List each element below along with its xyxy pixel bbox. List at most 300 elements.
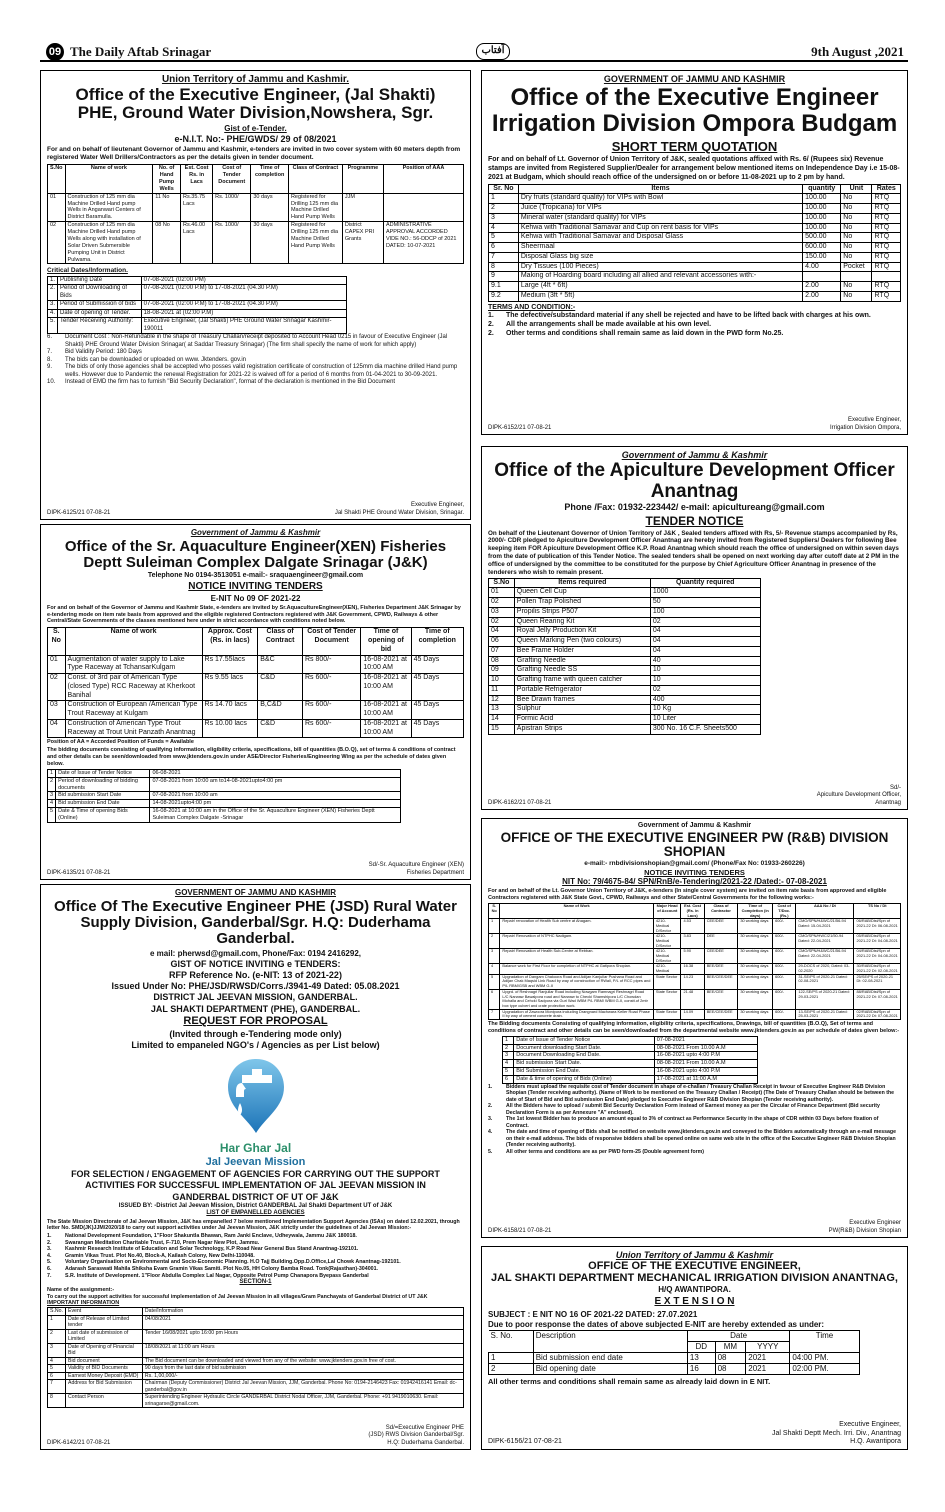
ad1-header-cell: Class of Contract [288,165,342,194]
ad5-row [489,588,761,598]
ad5-header-cell: S.No [489,578,515,588]
ad5-gov: Government of Jammu & Kashmir [621,450,768,460]
ad4-cell: 100.00 [803,194,841,204]
ad1-crit-cell: 07-08-2021 (02:00 PM) [141,276,347,285]
ad6-cell: 4210-Medical D/Sector [653,919,681,934]
ad5-cell: Pollen Trap Polished [514,598,650,608]
ad6-date-cell: 4 [503,1060,514,1068]
ad3-info-row [48,1394,464,1408]
ad1-cell: 01 [48,193,66,222]
ad2-sign [369,862,464,877]
ad6-cell: 21.48 [681,989,704,1009]
ad1-crit-cell: Tender Receiving Authority: [58,318,142,334]
ad4-cond-item [488,312,901,321]
ad2-cell: 45 Days [411,701,463,720]
ad2-cell: 45 Days [411,719,463,738]
ad4-cell: 9.1 [489,282,519,292]
ad3-gist: GIST OF NOTICE INVITING e TENDERS: [170,958,341,969]
ad6-cond-text: The date and time of opening of Bids shall be notified on website www.jktenders.gov.in and conveyed to the Bidders automatically through an e-mail message on their e-mail address. The bids of responsive bidders shall be opened online on same web site in the office of the Executive Engineer R&B Division Shopian (Tender receiving authority). [506,1129,896,1149]
ad5-cell: 03 [489,607,515,617]
ad4-cond-text: All the arrangements shall be made available at his own level. [506,321,712,329]
ad7-cell: 08 [715,1363,746,1374]
ad6-cell: 600/- [773,919,796,934]
ad6-cell: Repair/ Renovation of NTPHC Nadigam. [500,934,653,949]
ad6-cell: 600/- [773,964,796,974]
ad7-cell: Bid submission end date [533,1352,687,1363]
ad4-row [489,282,901,292]
ad4-cond-item [488,330,901,339]
ad1-crit-cell: Period of Submission of bids [58,301,142,310]
ad3-info-cell: 18/08/2021 at 11:00 am Hours [142,1343,463,1357]
ad3-info-cell: Date/Information [142,1308,463,1316]
ad7-allother: All other terms and conditions shall remain same as already laid down in E NIT. [488,1376,771,1386]
ad4-gov: GOVERNMENT OF JAMMU AND KASHMIR [603,74,786,84]
ad7-cell: 2021 [746,1363,790,1374]
ad3-agency-num: 5. [47,1259,52,1266]
ad2-cell: Augmentation of water supply to Lake Type Raceway at TchansarKulgam [65,655,202,674]
ad5-cell: 06 [489,637,515,647]
ad7-h-date: Date [687,1330,789,1341]
ad3-sign [368,1425,464,1448]
ad4-header-cell: Sr. No [489,184,519,194]
ad2-position: Position of AA = Accorded Position of Funds = Available [47,739,194,746]
ad4-cell: No [841,204,872,214]
ad4-cell: Sheermaal [518,243,802,253]
ad1-cell: Registered for Drilling 125 mm dia Machine Drilled Hand Pump Wells [288,222,342,264]
ad7-cell: 02:00 PM. [790,1363,859,1374]
ad4-header-cell: Rates [872,184,901,194]
ad6-date-cell: Date & time of opening of Bids (Online) [514,1076,654,1084]
ad4-cell: RTQ [872,291,901,301]
ad3-info-cell: 5 [48,1365,66,1373]
ad5-cell: 02 [489,617,515,627]
ad5-row [489,637,761,647]
ad2-sign2: Fisheries Department [406,869,464,876]
ad6-date-row [503,1068,758,1076]
ad5-header-cell: Items required [514,578,650,588]
ad3-agency-item [47,1240,464,1247]
ad1-row [48,222,464,264]
ad6-cell: 600/- [773,949,796,964]
ad6-docs: The Bidding documents Consisting of qualifying information, eligibility criteria, specifications, Drawings, bill of quantities (B.O.Q), Set of terms and conditions of contract and other details can be seen/downloaded from the departmental website www.jktenders.gov.in as per schedule of dates given below:- [488,1020,900,1034]
ad-mech-irrigation [481,1246,908,1450]
ad4-cell: No [841,282,872,292]
ad3-dept: JAL SHAKTI DEPARTMENT (PHE), GANDERBAL. [150,1003,361,1014]
ad1-cell: 11 No [153,193,181,222]
ad2-row [48,655,464,674]
ad2-header-cell: Name of work [65,628,202,655]
ad6-cell: 7 [489,1009,500,1019]
ad1-note-item [47,334,464,349]
ad1-note-item [47,364,464,379]
page-number: 09 [46,43,64,61]
ad4-sign2: Irrigation Division Ompora, [829,424,901,431]
ad3-agency-text: Adarash Saraswati Mahila Shiksha Evam Gramin Vikas Samiti. Plot No.05, HH Colony Bamba Road. Tonk(Rajasthan)-304001. [65,1266,379,1273]
ad6-header-cell: Est. Cost (Rs. in Lacs) [681,904,704,919]
ad1-crit-row [48,301,347,310]
ad4-row [489,233,901,243]
ad5-cell: 10 [489,676,515,686]
ad2-date-cell: 2 [48,777,56,792]
ad7-table [488,1330,860,1375]
ad5-row [489,715,761,725]
ad5-cell: Queen Cell Cup [514,588,650,598]
ad6-conds [488,1084,901,1156]
ad3-info-cell: Tender 16/08/2021 upto 16:00 pm Hours [142,1329,463,1343]
ad7-cell: 2 [489,1363,534,1374]
ad5-dipk: DIPK-6162/21 07-08-21 [488,799,552,806]
ad5-cell: 40 [650,656,760,666]
ad7-cell: 2021 [746,1352,790,1363]
ad6-cell: BEE/CEE [704,989,738,1009]
ad1-note-num: 8. [47,356,53,363]
ad4-cell: 100.00 [803,213,841,223]
ad5-row [489,724,761,734]
ad1-crit-row [48,276,347,285]
ad5-cell: 50 [650,598,760,608]
ad6-cond-item [488,1103,901,1116]
ad4-cell: 8 [489,262,519,272]
ad6-cond-text: All the Bidders have to upload / submit Bid Security Declaration Form instead of Earnest money as per the Circular of Finance Department (Bid security Declaration Form is as per Annexure "A" enclosed). [506,1103,880,1116]
ad5-cell: 09 [489,666,515,676]
ad6-cond-num: 1. [488,1083,493,1090]
ad6-sign2: PW(R&B) Division Shopian [828,1227,901,1234]
ad5-intro: On behalf of the Lieutenant Governor of Union Territory of J&K , Sealed tenders affixed with Rs, 5/- Revenue stamps accompanied by Rs, 2000/- CDR pledged to Apiculture Development Officer Anantnag are hereby invited from Registered Suppliers/ Dealers for following Bee keeping item FOR Apiculture Development Office K.P. Road Anantnag which should reach the office of undersigned on within seven days from the date of publication of this Tender Notice. The sealed tenders shall be opened on next working day after cutoff date at 2 PM in the office of undersigned by the committee to be constituted for the purpose by Chief Agriculture Officer Anantnag in presence of the tenderers who wish to remain present. [488,529,899,576]
ad6-cell: 30 working days [738,964,773,974]
ad2-cell: Rs 800/- [303,655,361,674]
ad3-agency-item [47,1233,464,1240]
ad7-office2: JAL SHAKTI DEPARTMENT MECHANICAL IRRIGATION DIVISION ANANTNAG, [490,1272,898,1285]
ad6-nit: NIT No: 79/4675-84/ SPN/RnB/e-Tendering/2021-22 /Dated:- 07-08-2021 [562,877,827,887]
ad-apiculture [481,446,908,810]
ad1-header-cell: Name of work [65,165,153,194]
ad4-cond-num: 1. [488,312,494,320]
ad3-agency-text: Swarangan Meditation Charitable Trust, F-710, Prem Nagar New Plot, Jammu. [65,1239,260,1246]
ad3-agency-item [47,1259,464,1266]
ad6-cell: CMO/SPN/H&WC/21/56-94 Dated: 15-04-2021 [796,919,854,934]
ad3-info-row [48,1329,464,1343]
ad7-cell: 08 [715,1352,746,1363]
ad1-cell: 30 days [251,193,289,222]
ad2-date-cell: 16-08-2021 at 10:00 am in the Office of the Sr. Aquaculture Engineer (XEN) Fisheries Deptt Suleiman Complex Dalgate -Srinagar [150,808,401,823]
ad6-cell: 30 working days [738,934,773,949]
ad3-info-cell: 8 [48,1394,66,1408]
ad7-cell: 16 [687,1363,715,1374]
ad6-date-cell: 16-08-2021 upto 4:00 P.M [654,1068,757,1076]
ad4-cell: RTQ [872,233,901,243]
ad6-header-cell: Name of Work [500,904,653,919]
ad6-cell: 30 working days [738,989,773,1009]
ad2-dipk: DIPK-6135/21 07-08-21 [47,869,111,876]
ad6-row [489,934,901,949]
ad2-cell: 16-08-2021 at 10:00 AM [361,674,411,701]
ad6-sign [829,1220,901,1235]
ad7-sign3: H.Q. Awantipora [850,1438,901,1446]
ad5-cell: 02 [650,685,760,695]
ad7-cell: 13 [687,1352,715,1363]
ad6-header-cell: Cost of T/Doc. (Rs.) [773,904,796,919]
ad6-cond-text: The 1st lowest Bidder has to produce an amount equal to 3% of contract as Performance Security in the shape of CDR within 03 Days before fixation of Contract. [506,1116,879,1129]
ad2-docs: The bidding documents consisting of qualifying information, eligibility criteria, specifications, bill of quantities (B.O.Q), set of terms & conditions of contract and other details can be seen/downloaded from www.jktenders.gov.in under ASE/Director Fisheries/Engineering Wing as per the schedule of dates given below. [47,747,456,767]
ad3-limited: Limited to empaneled NGO's / Agencies as per List below) [131,1039,380,1050]
ad3-agency-item [47,1273,464,1280]
ad4-cell: RTQ [872,262,901,272]
ad1-sign2: Jal Shakti PHE Ground Water Division, Srinagar. [334,509,464,516]
ad5-cell: 11 [489,685,515,695]
ad6-date-cell: 5 [503,1068,514,1076]
ad1-note-text: Bid Validity Period: 180 Days [65,349,142,356]
ad5-cell: 04 [650,627,760,637]
ad4-row [489,194,901,204]
ad4-cell: Pocket [841,262,872,272]
ad3-info-cell: Earnest Money Deposit (EMD) [65,1372,142,1380]
ad6-cell: 05/RAB/Dist/Spn of 2021-22 Dt: 04-08-2021 [854,934,901,949]
ad5-cell: Bee Drawn frames [514,695,650,705]
ad1-nit: e-N.I.T. No:- PHE/GWDS/ 29 of 08/2021 [174,133,337,144]
ad6-table [488,903,901,1020]
ad4-cond-num: 2. [488,329,494,337]
ad6-cell: 04/RAB/Dist/Spn of 2021-22 Dt: 04-08-2021 [854,949,901,964]
ad6-cell: 2 [489,934,500,949]
ad3-agency-text: Gramin Vikas Trust. Plot No.40, Block-A, Kailash Colony, New Delhi-110048. [65,1252,255,1259]
ad6-office: OFFICE OF THE EXECUTIVE ENGINEER PW (R&B) DIVISION SHOPIAN [500,829,889,860]
ad-aquaculture [40,524,471,880]
ad6-cell: Repair/ renovation of Health Sub centre at Ahagam. [500,919,653,934]
ad1-row [48,193,464,222]
ad4-cell: RTQ [872,213,901,223]
ad2-date-row [48,808,401,823]
ad2-notice: NOTICE INVITING TENDERS [188,581,323,593]
ad1-cell: 02 [48,222,66,264]
ad5-cell: 02 [489,598,515,608]
ad3-info-cell: 7 [48,1380,66,1394]
ad5-cell: Queen Marking Pen (two colours) [514,637,650,647]
ad1-notes [47,334,464,387]
ad2-tel: Telephone No 0194-3513051 e-mail:- sraquaengineer@gmail.com [147,572,364,580]
ad3-agency-num: 6. [47,1266,52,1273]
ad6-date-cell: 3 [503,1052,514,1060]
ad6-date-row [503,1060,758,1068]
ad6-date-row [503,1044,758,1052]
ad4-cell: 4 [489,223,519,233]
ad3-info-cell: Date of Opening of Financial Bid [65,1343,142,1357]
ad6-row [489,989,901,1009]
ad1-cell: 08 No [153,222,181,264]
ad4-cell: No [841,223,872,233]
ad5-row [489,705,761,715]
ad1-header-cell: S.No [48,165,66,194]
ad6-cond-num: 3. [488,1116,493,1123]
ad7-subject: SUBJECT : E NIT NO 16 OF 2021-22 DATED: 27.07.2021 [488,1309,698,1319]
ad2-table [47,627,464,738]
ad5-cell: 400 [650,695,760,705]
ad1-crit-cell: Period of Downloading of Bids [58,285,142,301]
ad6-date-cell: Date of Issue of Tender Notice [514,1036,654,1044]
ad3-agency-num: 7. [47,1272,52,1279]
ad6-cond-text: All other terms and conditions are as per PWD form-25 (Double agreement form) [506,1148,705,1155]
ad4-cell: RTQ [872,194,901,204]
ad6-cell: 4210-Medical [653,964,681,974]
ad3-info-cell: Validity of BID Documents [65,1365,142,1373]
logo-text-2: Jal Jeevan Mission [205,1155,306,1168]
ad1-crit-cell: 2. [48,285,58,301]
ad7-hq: H/Q AWANTIPORA. [658,1285,731,1294]
ad5-row [489,656,761,666]
ad7-row [489,1363,860,1374]
ad1-dipk: DIPK-6125/21 07-08-21 [47,509,111,516]
ad1-cell: Registered for Drilling 125 mm dia Machine Drilled Hand Pump Wells [288,193,342,222]
ad5-table [488,578,761,735]
ad6-cell: 600/- [773,989,796,1009]
ad7-cell: 1 [489,1352,534,1363]
ad3-info-cell: Bid document [65,1357,142,1365]
ad3-agency-num: 4. [47,1252,52,1259]
ad2-header-cell: Approx. Cost (Rs. in lacs) [202,628,258,655]
ad7-row [489,1352,860,1363]
ad6-date-cell: 07-08-2021 [654,1036,757,1044]
ad4-row [489,252,901,262]
ad1-header-cell: Time of completion [251,165,289,194]
ad7-sign [772,1421,901,1447]
ad4-cell: 9.2 [489,291,519,301]
ad3-assign2: To carry out the support activities for successful implementation of Jal Jeevan Mission in all villages/Gram Panchayats of Ganderbal District of UT J&K [47,1293,428,1300]
ad3-assign: Name of the assignment:- [47,1286,115,1293]
ad3-info-table [47,1307,464,1408]
ad7-office1: OFFICE OF THE EXECUTIVE ENGINEER, [588,1260,801,1273]
ad6-cell: CEE/DEE [704,919,738,934]
ad1-crit-title: Critical Dates/Information. [47,267,128,275]
ad6-cell: Repair/ Renovation of Health Sub-Centre at Rebban. [500,949,653,964]
ad5-cell: 04 [489,627,515,637]
issue-date: 9th August ,2021 [811,44,904,59]
ad4-cond-text: The defective/substandard material if any shell be rejected and have to be lifted back with charges at his own. [506,312,871,320]
ad6-date-cell: Bid submission Start Date. [514,1060,654,1068]
ad1-cell: District CAPEX PRI Grants [342,222,383,264]
ad5-cell: Grafting Needle SS [514,666,650,676]
ad2-date-cell: 06-08-2021 [150,769,401,777]
ad1-cell: Rs.46.00 Lacs [181,222,213,264]
ad4-cell: 100.00 [803,204,841,214]
ad4-row [489,272,901,282]
ad2-cell: 02 [48,674,66,701]
ad1-note-num: 9. [47,364,53,371]
ad5-row [489,598,761,608]
ad2-dates [47,769,401,823]
ad3-agency-text: Voluntary Organisation on Environmental and Socio-Economic Planning. H.O Tajj Building.Opp.D.Office,Lal Chowk Anantnag-192101. [65,1259,401,1266]
ad6-date-cell: Document downloading Start Date. [514,1044,654,1052]
ad7-h-yyyy: YYYY [746,1341,790,1352]
ad7-cell: Bid opening date [533,1363,687,1374]
ad2-date-cell: Bid submission End Date [56,800,150,808]
water-tap-icon [186,1055,326,1137]
ad3-for: FOR SELECTION / ENGAGEMENT OF AGENCIES FOR CARRYING OUT THE SUPPORT ACTIVITIES FOR SUCCESSFUL IMPLEMENTATION OF JAL JEEVAN MISSION IN GANDERBAL DISTRICT OF UT OF J&K [71,1169,440,1202]
ad5-cell: Royal Jelly Production Kit [514,627,650,637]
ad5-cell: 04 [650,646,760,656]
ad6-date-cell: 1 [503,1036,514,1044]
ad2-cell: 45 Days [411,674,463,701]
ad3-agency-num: 1. [47,1233,52,1240]
ad5-tn: TENDER NOTICE [645,513,744,528]
ad4-table [488,184,901,302]
ad4-terms: TERMS AND CONDITION:- [488,303,576,311]
ad4-cell: Medium (3ft * 5ft) [518,291,802,301]
ad1-note-num: 7. [47,349,53,356]
ad1-cell: Rs.35.75 Lacs [181,193,213,222]
ad6-cell: 30/RAB/Dist/Spn of 2021-22 Dt: 02-08-2021 [854,964,901,974]
ad6-date-row [503,1052,758,1060]
ad3-invited: (Invited through e-Tendering mode only) [169,1028,342,1039]
ad5-header-cell: Quantity required [650,578,760,588]
ad1-note-text: The bids of only those agencies shall be accepted who posses valid registration certificate of construction of 125mm dia machine drilled Hand pump wells. However due to Pandemic the renewal Registration for 2021-22 is waived off for a period of 6 months from 01-04-2021 to 30-09-2021. [65,364,458,378]
ad5-cell: 13 [489,705,515,715]
ad5-sign [817,785,901,808]
ad6-cell: CMO/SPN/HWC/21/50-94 Dated: 22-04-2021 [796,934,854,949]
ad3-agency-text: Kashmir Research Institute of Education and Solar Technology, K.P Road Near General Bus Stand Anantnag-192101. [65,1246,359,1253]
ad3-agency-item [47,1246,464,1253]
ad5-row [489,607,761,617]
ad6-row [489,964,901,974]
ad4-cell: No [841,233,872,243]
ad2-cell: Rs 14.70 lacs [202,701,258,720]
ad7-dipk: DIPK-6156/21 07-08-21 [488,1438,562,1446]
ad6-date-row [503,1076,758,1084]
ad2-sign1: Sd/-Sr. Aquaculture Engineer (XEN) [368,862,464,868]
ad2-cell: 04 [48,719,66,738]
ad2-date-cell: 14-08-2021upto4:00 pm [150,800,401,808]
ad3-info-cell: Event [65,1308,142,1316]
ad5-row [489,666,761,676]
ad4-cell: No [841,213,872,223]
ad3-info-cell: Superintending Engineer Hydraulic Circle GANDERBAL District Nodal Officer, JJM, Ganderbal. Phone: +91 9419010630. Email: srinagarse@gmail.com. [142,1394,463,1408]
ad5-cell: 08 [489,656,515,666]
ad6-row [489,919,901,934]
ad2-date-cell: Date & Time of opening Bids (Online) [56,808,150,823]
ad4-cell: Kehwa with Traditional Samavar and Cup on rent basis for VIPs [518,223,802,233]
ad3-info-row [48,1357,464,1365]
ad3-info-cell: 04/08/2021 [142,1315,463,1329]
ad6-cell: 1 [489,919,500,934]
ad5-sign1: Apiculture Development Officer, [816,792,901,798]
ad1-crit-cell: 07-08-2021 (02:00 P.M) to 17-08-2021 (04.30 P.M) [141,285,347,301]
ad3-agency-text: National Development Foundation, 1"Floor Shakuntla Bhawan, Ram Janki Enclave, Udheywala, Jammu J&K 180018. [65,1233,357,1240]
ad1-crit-table [47,276,347,335]
ad5-cell: Apistran Strips [514,724,650,734]
ad1-sign [335,502,464,517]
ad1-header-cell: No. of Hand Pump Wells [153,165,181,194]
ad6-cell: 3.83 [681,934,704,949]
ad3-info-cell: Last date of submission of Limited [65,1329,142,1343]
logo-text-1: Har Ghar Jal [219,1140,292,1155]
ad4-cell: Kehwa with Traditional Samavar and Disposal Glass [518,233,802,243]
ad3-info-cell: Date of Release of Limited tender [65,1315,142,1329]
ad1-crit-row [48,318,347,334]
ad4-office2: Irrigation Division Ompora Budgam [491,110,898,138]
ad6-cell: 6 [489,989,500,1009]
jal-jeevan-mission-logo [186,1055,326,1168]
ad6-cond-num: 5. [488,1148,493,1155]
ad4-cell: Mineral water (standard quality) for VIPs [518,213,802,223]
ad5-cell: 14 [489,715,515,725]
ad3-info-cell: 1 [48,1315,66,1329]
ad1-cell: JJM [342,193,383,222]
ad2-cell: Rs 600/- [303,674,361,701]
ad5-cell: 10 Liter [650,715,760,725]
ad4-cell: Juice (Tropicana) for VIPs [518,204,802,214]
ad-rnb-shopian [481,818,908,1238]
ad2-date-row [48,777,401,792]
ad2-cell: 16-08-2021 at 10:00 AM [361,719,411,738]
ad4-cell: No [841,194,872,204]
